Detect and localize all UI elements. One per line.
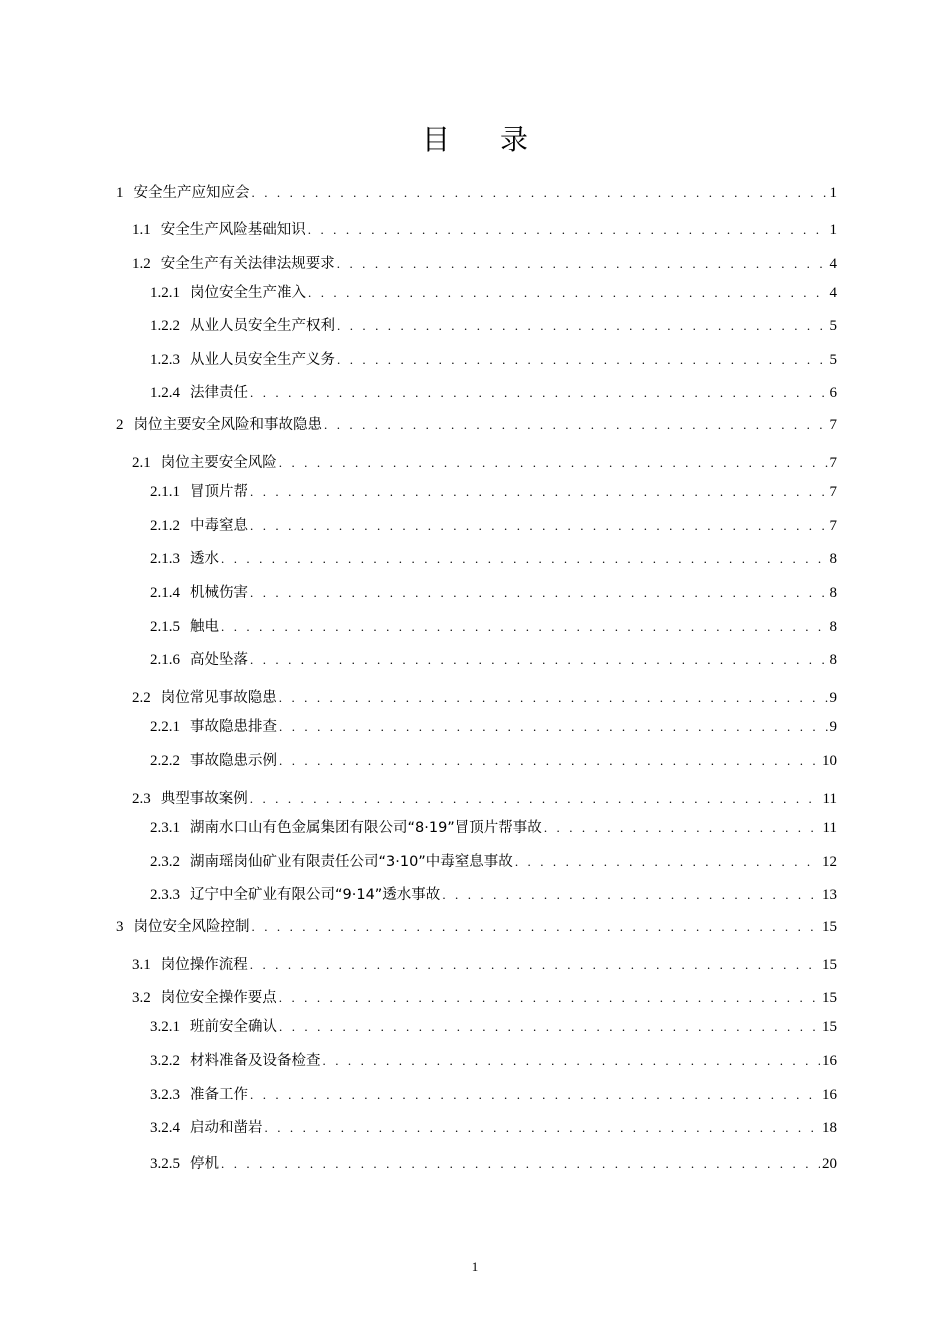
toc-dot-leader	[250, 381, 828, 405]
toc-entry-title: 中毒窒息	[190, 518, 248, 534]
toc-entry[interactable]	[0, 883, 950, 907]
toc-entry[interactable]	[0, 850, 950, 874]
toc-entry-title: 法律责任	[190, 385, 248, 401]
toc-dot-leader	[279, 715, 828, 739]
title-char-1: 目	[421, 123, 450, 156]
toc-entry-number: 1.2.4	[150, 385, 180, 401]
toc-entry-number: 2.1.1	[150, 484, 180, 500]
toc-entry-number: 3.2.5	[150, 1156, 180, 1172]
toc-entry-title: 触电	[190, 619, 219, 635]
toc-entry-title: 岗位主要安全风险	[160, 455, 277, 471]
toc-entry-title: 事故隐患示例	[190, 753, 277, 769]
toc-entry-number: 1	[116, 185, 124, 201]
toc-entry[interactable]	[0, 953, 950, 977]
toc-entry-title: 安全生产应知应会	[133, 185, 250, 201]
toc-entry-number: 2.1.3	[150, 551, 180, 567]
toc-entry-number: 2.2.1	[150, 719, 180, 735]
toc-entry[interactable]	[0, 816, 950, 840]
toc-entry[interactable]	[0, 715, 950, 739]
toc-entry-number: 3.2.2	[150, 1053, 180, 1069]
toc-entry[interactable]	[0, 915, 950, 939]
toc-entry[interactable]	[0, 1152, 950, 1176]
toc-entry-title: 准备工作	[190, 1087, 248, 1103]
toc-entry[interactable]	[0, 480, 950, 504]
toc-dot-leader	[279, 451, 828, 475]
toc-entry-page: 11	[822, 820, 837, 836]
toc-entry-number: 2.1.2	[150, 518, 180, 534]
toc-dot-leader	[544, 816, 821, 840]
toc-entry-number: 1.1	[132, 222, 151, 238]
page-number: 1	[471, 1259, 479, 1274]
toc-entry[interactable]	[0, 314, 950, 338]
toc-entry-number: 2.3.1	[150, 820, 180, 836]
toc-entry-title: 冒顶片帮	[190, 484, 248, 500]
toc-dot-leader	[442, 883, 820, 907]
toc-entry[interactable]	[0, 1049, 950, 1073]
toc-entry-number: 3.2.1	[150, 1019, 180, 1035]
toc-entry-page: 9	[829, 690, 837, 706]
toc-entry-page: 15	[822, 1019, 837, 1035]
toc-entry-title: 停机	[190, 1156, 219, 1172]
toc-entry[interactable]	[0, 451, 950, 475]
toc-entry-title: 从业人员安全生产义务	[190, 352, 335, 368]
toc-entry[interactable]	[0, 252, 950, 276]
toc-entry-title: 透水	[190, 551, 219, 567]
toc-entry[interactable]	[0, 1083, 950, 1107]
toc-dot-leader	[323, 1049, 821, 1073]
toc-entry-title: 机械伤害	[190, 585, 248, 601]
toc-entry-title: 岗位主要安全风险和事故隐患	[133, 417, 322, 433]
toc-entry-title: 岗位操作流程	[160, 957, 248, 973]
toc-dot-leader	[252, 181, 828, 205]
toc-entry-number: 1.2	[132, 256, 151, 272]
toc-dot-leader	[250, 953, 820, 977]
toc-entry-number: 2.1	[132, 455, 151, 471]
toc-dot-leader	[279, 686, 828, 710]
toc-entry-number: 2.3	[132, 791, 151, 807]
toc-entry-title: 安全生产有关法律法规要求	[160, 256, 335, 272]
toc-entry[interactable]	[0, 281, 950, 305]
toc-entry[interactable]	[0, 648, 950, 672]
toc-dot-leader	[221, 1152, 820, 1176]
toc-entry[interactable]	[0, 547, 950, 571]
toc-entry-number: 2.1.4	[150, 585, 180, 601]
toc-dot-leader	[221, 547, 828, 571]
toc-entry-title: 岗位安全生产准入	[190, 285, 306, 301]
toc-dot-leader	[252, 915, 821, 939]
toc-entry[interactable]	[0, 787, 950, 811]
toc-entry-number: 2.1.5	[150, 619, 180, 635]
toc-entry-number: 1.2.3	[150, 352, 180, 368]
toc-entry-title: 事故隐患排查	[190, 719, 277, 735]
toc-entry-page: 8	[829, 551, 837, 567]
toc-entry-number: 2.1.6	[150, 652, 180, 668]
toc-entry-page: 1	[829, 185, 837, 201]
toc-entry-page: 10	[822, 753, 837, 769]
toc-entry[interactable]	[0, 749, 950, 773]
toc-entry-number: 2.3.3	[150, 887, 180, 903]
toc-entry-number: 2.2.2	[150, 753, 180, 769]
toc-entry-page: 1	[829, 222, 837, 238]
toc-entry-title: 安全生产风险基础知识	[160, 222, 306, 238]
toc-entry-page: 4	[829, 256, 837, 272]
toc-entry-page: 7	[829, 518, 837, 534]
toc-entry-title: 启动和凿岩	[190, 1120, 263, 1136]
title-char-2: 录	[500, 123, 529, 156]
toc-entry[interactable]	[0, 986, 950, 1010]
toc-entry-title: 辽宁中全矿业有限公司“9·14”透水事故	[190, 887, 441, 903]
toc-dot-leader	[279, 1015, 820, 1039]
toc-dot-leader	[250, 514, 828, 538]
toc-entry[interactable]	[0, 686, 950, 710]
toc-entry[interactable]	[0, 381, 950, 405]
toc-entry[interactable]	[0, 181, 950, 205]
toc-entry-title: 高处坠落	[190, 652, 248, 668]
toc-entry-page: 8	[829, 619, 837, 635]
toc-entry[interactable]	[0, 1116, 950, 1140]
toc-dot-leader	[279, 749, 820, 773]
toc-entry-page: 16	[822, 1053, 837, 1069]
toc-entry-title: 湖南水口山有色金属集团有限公司“8·19”冒顶片帮事故	[190, 820, 542, 836]
toc-entry-title: 班前安全确认	[190, 1019, 277, 1035]
toc-dot-leader	[308, 218, 828, 242]
toc-entry-title: 从业人员安全生产权利	[190, 318, 335, 334]
toc-dot-leader	[337, 314, 828, 338]
toc-dot-leader	[308, 281, 828, 305]
toc-dot-leader	[265, 1116, 821, 1140]
toc-entry-page: 7	[829, 417, 837, 433]
toc-entry-page: 12	[822, 854, 837, 870]
toc-entry-number: 1.2.2	[150, 318, 180, 334]
toc-dot-leader	[515, 850, 820, 874]
toc-dot-leader	[250, 648, 828, 672]
toc-entry-page: 9	[829, 719, 837, 735]
toc-dot-leader	[324, 413, 828, 437]
toc-dot-leader	[250, 581, 828, 605]
toc-entry-number: 3.1	[132, 957, 151, 973]
toc-entry-number: 2.2	[132, 690, 151, 706]
toc-entry[interactable]	[0, 348, 950, 372]
toc-entry-page: 5	[829, 318, 837, 334]
toc-entry-number: 2.3.2	[150, 854, 180, 870]
toc-entry[interactable]	[0, 1015, 950, 1039]
toc-entry-title: 岗位安全操作要点	[160, 990, 277, 1006]
toc-entry-page: 8	[829, 585, 837, 601]
toc-entry-number: 3.2	[132, 990, 151, 1006]
toc-entry-title: 湖南瑶岗仙矿业有限责任公司“3·10”中毒窒息事故	[190, 854, 513, 870]
toc-dot-leader	[279, 986, 820, 1010]
toc-entry-page: 5	[829, 352, 837, 368]
toc-entry-title: 岗位常见事故隐患	[160, 690, 277, 706]
toc-entry[interactable]	[0, 615, 950, 639]
toc-entry-page: 15	[822, 919, 837, 935]
toc-entry-page: 13	[822, 887, 837, 903]
toc-dot-leader	[221, 615, 828, 639]
toc-entry-page: 15	[822, 957, 837, 973]
toc-entry-page: 18	[822, 1120, 837, 1136]
toc-entry[interactable]	[0, 514, 950, 538]
toc-entry-title: 岗位安全风险控制	[133, 919, 250, 935]
toc-entry-page: 4	[829, 285, 837, 301]
toc-dot-leader	[337, 348, 828, 372]
toc-dot-leader	[337, 252, 828, 276]
toc-dot-leader	[250, 787, 821, 811]
toc-entry-page: 15	[822, 990, 837, 1006]
toc-entry-page: 20	[822, 1156, 837, 1172]
toc-entry-number: 2	[116, 417, 124, 433]
toc-dot-leader	[250, 480, 828, 504]
toc-entry-page: 11	[822, 791, 837, 807]
toc-dot-leader	[250, 1083, 820, 1107]
toc-entry[interactable]	[0, 413, 950, 437]
toc-entry-title: 典型事故案例	[160, 791, 248, 807]
toc-entry-number: 3.2.4	[150, 1120, 180, 1136]
toc-entry-number: 3.2.3	[150, 1087, 180, 1103]
toc-entry-page: 7	[829, 484, 837, 500]
page-title	[0, 118, 950, 158]
toc-entry-page: 8	[829, 652, 837, 668]
toc-entry-title: 材料准备及设备检查	[190, 1053, 321, 1069]
toc-entry-page: 6	[829, 385, 837, 401]
toc-entry-number: 1.2.1	[150, 285, 180, 301]
toc-entry-page: 7	[829, 455, 837, 471]
toc-entry-number: 3	[116, 919, 124, 935]
toc-entry[interactable]	[0, 581, 950, 605]
toc-entry[interactable]	[0, 218, 950, 242]
toc-entry-page: 16	[822, 1087, 837, 1103]
